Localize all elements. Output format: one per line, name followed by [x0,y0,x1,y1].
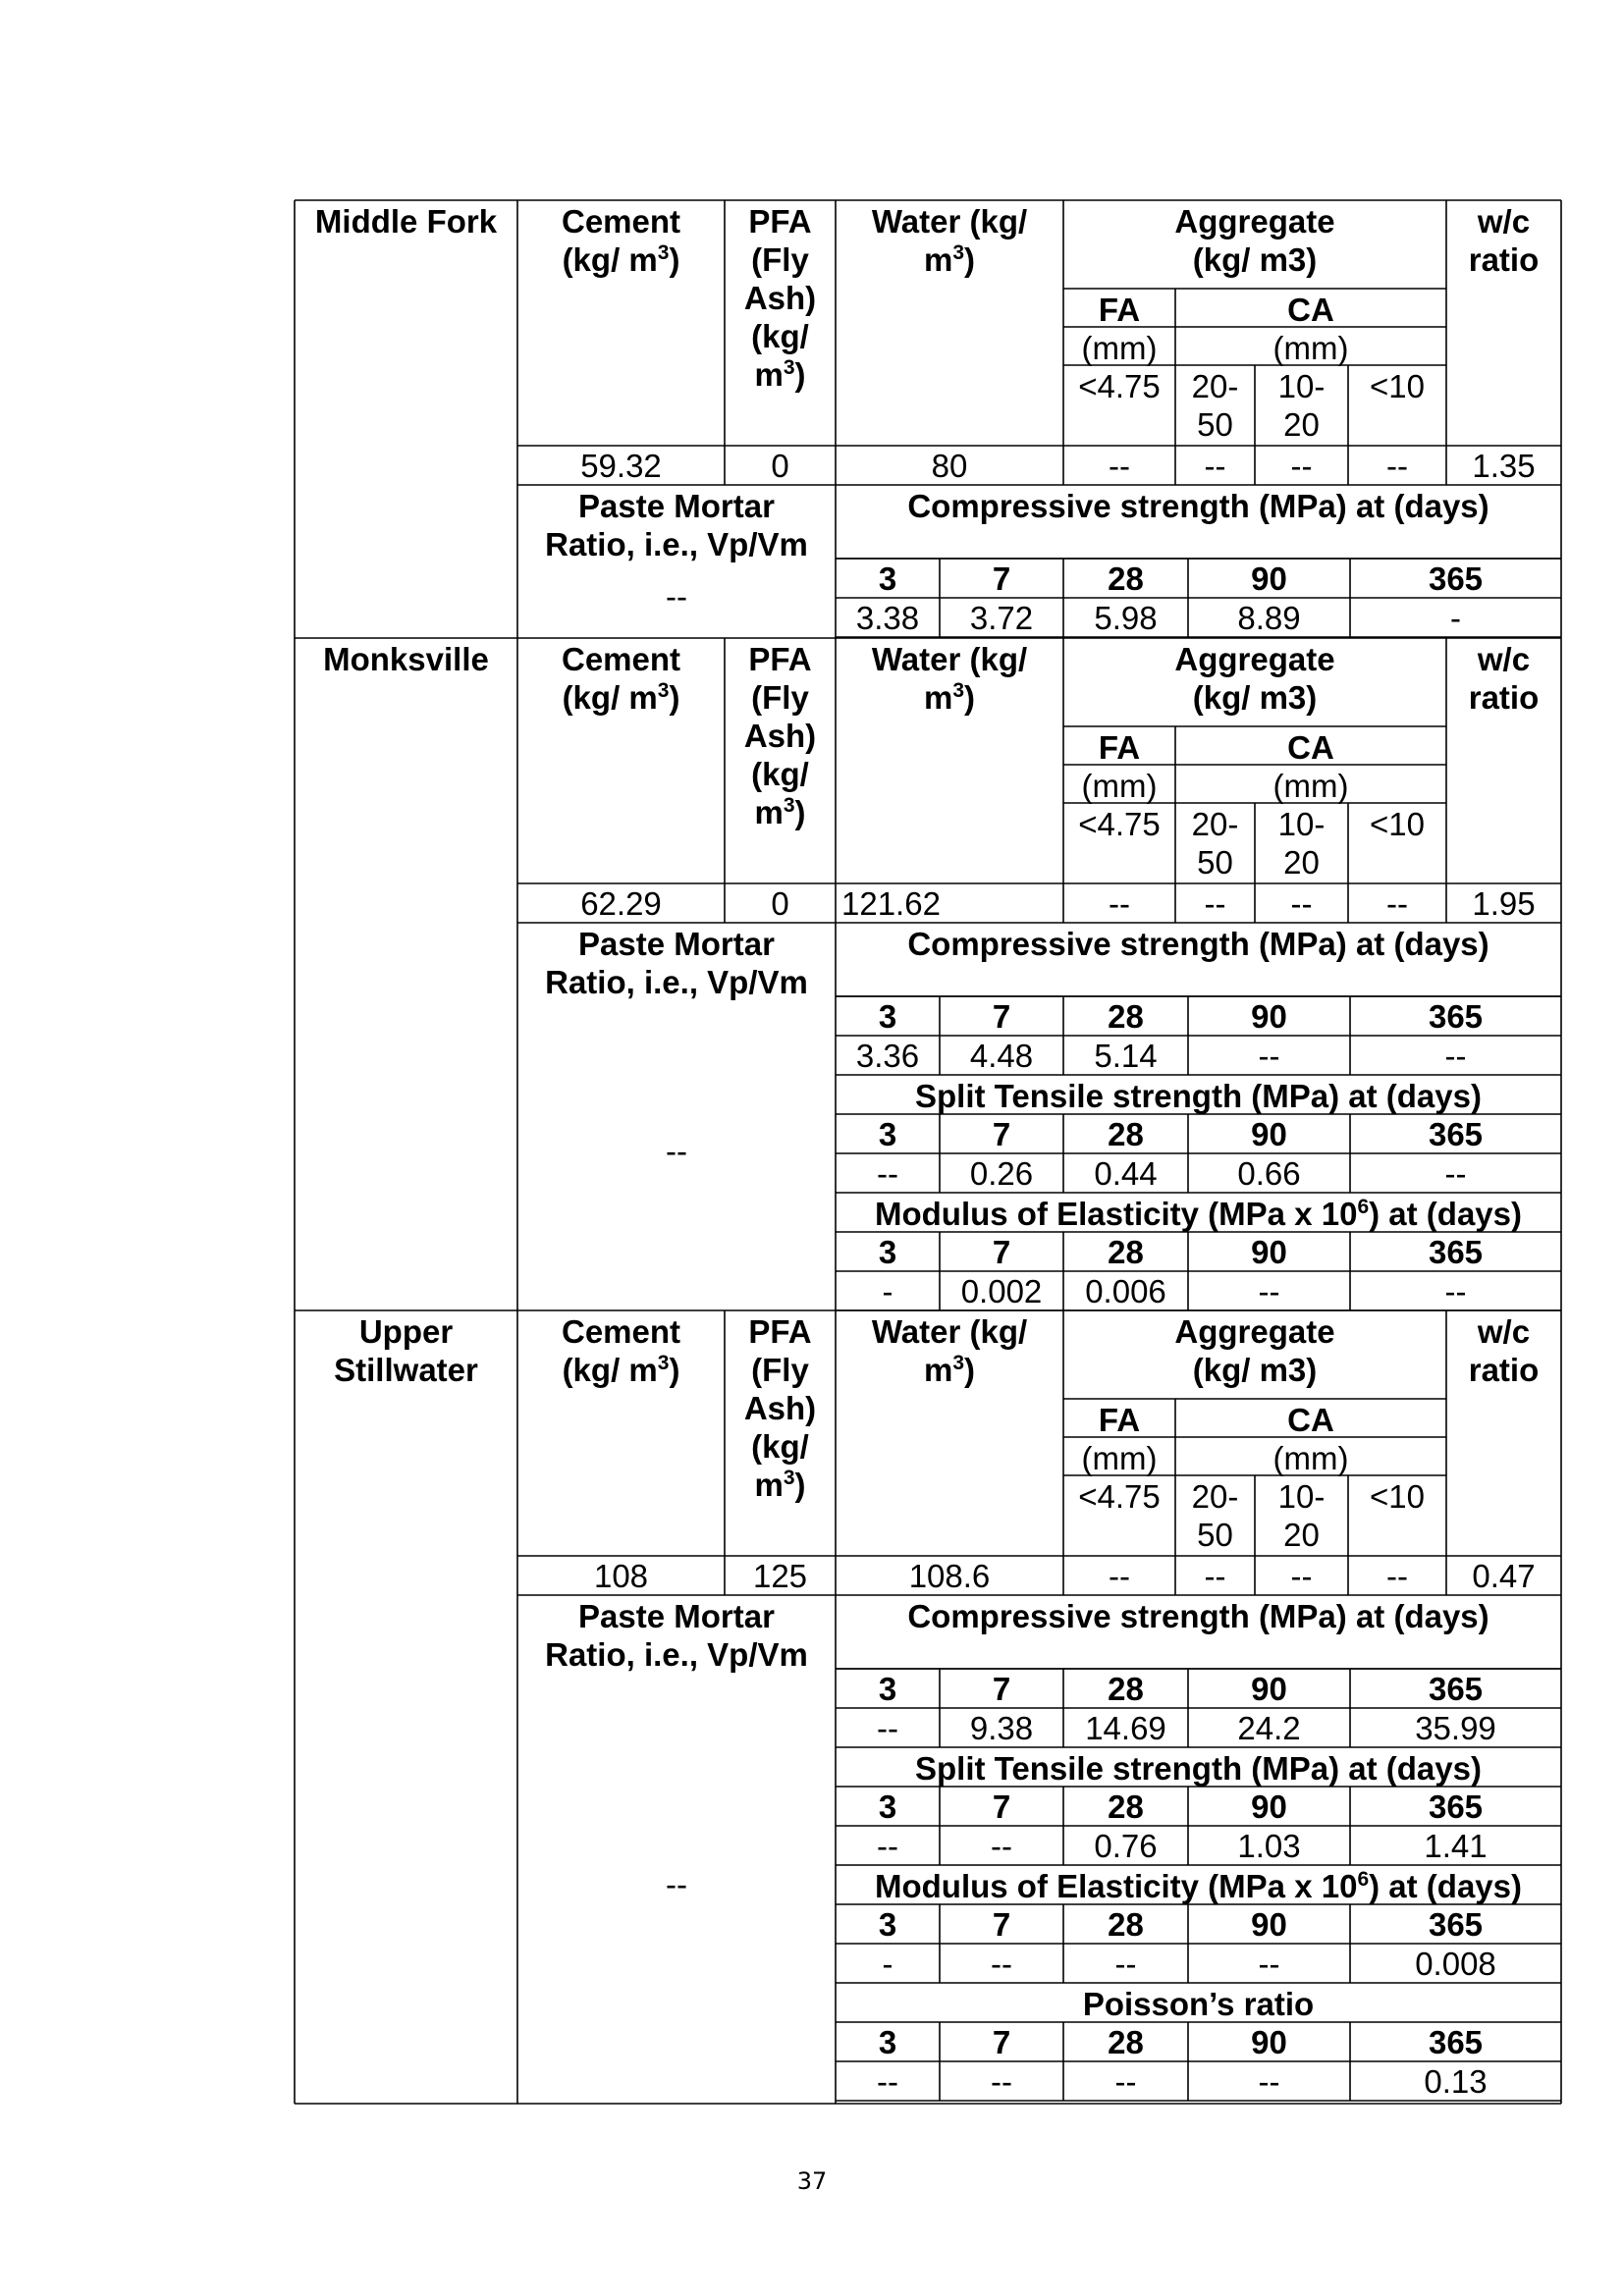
pfa-value: 0 [771,448,789,484]
test-day-90: 90 [1251,1671,1287,1707]
test-day-365: 365 [1428,561,1484,597]
cement-header-line [523,678,719,717]
test-value-day-7: 3.72 [969,600,1034,636]
ca-size-20-50-line: 20- [1191,1478,1239,1515]
fa-header: FA [1098,1402,1141,1438]
ca-value: -- [1204,885,1226,922]
water-value: 108.6 [908,1558,991,1594]
test-day-7: 7 [992,561,1011,597]
paste-mortar-ratio-label-line: Paste Mortar [578,926,775,962]
paste-mortar-ratio-value: -- [666,1865,687,1902]
test-title-superscript: 6 [1357,1196,1370,1218]
test-value-day-3: -- [877,1828,898,1864]
test-value-day-7: 0.26 [969,1155,1034,1192]
ca-size-10-20-line: 10- [1277,1478,1326,1515]
test-value-day-7: -- [991,2063,1012,2100]
test-day-365: 365 [1428,2024,1484,2060]
test-day-7: 7 [992,1116,1011,1152]
test-value-day-7: 9.38 [969,1710,1034,1746]
test-day-28: 28 [1108,1234,1144,1270]
pfa-header [725,1312,836,1504]
ca-size-10: <10 [1370,368,1425,404]
paste-mortar-ratio-label [517,487,836,563]
ca-unit: (mm) [1272,768,1349,804]
ca-header: CA [1287,1402,1334,1438]
test-day-3: 3 [878,1906,897,1943]
water-header-text: ) [964,679,976,716]
cement-header-line: Cement [561,1313,681,1350]
test-day-28: 28 [1108,1789,1144,1825]
test-value-day-365: 1.41 [1424,1828,1488,1864]
ca-value: -- [1386,1558,1408,1594]
ca-value: -- [1386,448,1408,484]
test-value-day-90: -- [1258,1273,1280,1309]
ca-size-20-50 [1175,367,1255,444]
ca-size-10-20-line: 20 [1283,1517,1320,1553]
pfa-value: 125 [752,1558,808,1594]
test-title-text: ) at (days) [1369,1868,1522,1904]
aggregate-header-line: (kg/ m3) [1192,241,1318,278]
water-header [836,202,1063,279]
wc-ratio-header-line: ratio [1468,679,1540,716]
test-day-28: 28 [1108,1116,1144,1152]
fa-size: <4.75 [1078,368,1161,404]
cement-header-text: ) [669,679,680,716]
test-title [836,1195,1561,1233]
cement-value: 62.29 [580,885,662,922]
test-value-day-3: - [882,1946,893,1982]
fa-value: -- [1109,885,1130,922]
ca-value: -- [1204,1558,1226,1594]
paste-mortar-ratio-label [517,925,836,1001]
cement-header-line: Cement [561,203,681,240]
test-day-3: 3 [878,1234,897,1270]
cement-header [517,640,725,717]
fa-unit: (mm) [1081,330,1158,366]
pfa-header-superscript: 3 [783,794,795,817]
test-day-90: 90 [1251,561,1287,597]
ca-value: -- [1204,448,1226,484]
ca-size-20-50-line: 20- [1191,368,1239,404]
test-title [836,1867,1561,1905]
water-value: 80 [931,448,968,484]
pfa-header-line: (kg/ [751,318,809,354]
pfa-header-line: Ash) [743,718,817,754]
page-number: 37 [796,2167,828,2195]
test-day-28: 28 [1108,2024,1144,2060]
test-value-day-28: 5.14 [1094,1038,1158,1074]
test-value-day-3: 3.38 [855,600,920,636]
pfa-header-line: (Fly [751,1352,809,1388]
wc-ratio-header [1446,640,1561,717]
test-value-day-28: 0.006 [1085,1273,1166,1309]
test-title-superscript: 6 [1357,1868,1370,1891]
test-day-3: 3 [878,998,897,1035]
test-day-90: 90 [1251,998,1287,1035]
test-day-90: 90 [1251,1116,1287,1152]
test-day-7: 7 [992,1234,1011,1270]
dam-name-line: Stillwater [334,1352,478,1388]
pfa-header [725,640,836,831]
test-value-day-90: -- [1258,2063,1280,2100]
test-value-day-28: -- [1114,2063,1137,2100]
pfa-header [725,202,836,394]
cement-header-line: Cement [561,641,681,677]
pfa-header-line [731,1466,830,1504]
dam-name-line: Monksville [323,641,489,677]
test-value-day-3: -- [877,1710,898,1746]
test-day-3: 3 [878,561,897,597]
paste-mortar-ratio-label-line: Ratio, i.e., Vp/Vm [545,964,808,1000]
cement-header-text: ) [669,1352,680,1388]
test-day-90: 90 [1251,1234,1287,1270]
test-day-28: 28 [1108,1671,1144,1707]
wc-ratio-value: 1.95 [1472,885,1536,922]
water-header-line: Water (kg/ [871,641,1028,677]
water-header-line [841,240,1057,279]
ca-value: -- [1290,885,1313,922]
test-day-28: 28 [1108,561,1144,597]
test-value-day-90: -- [1258,1946,1280,1982]
pfa-header-superscript: 3 [783,1467,795,1489]
fa-header: FA [1098,729,1141,766]
water-header-superscript: 3 [952,679,965,702]
ca-header: CA [1287,292,1334,328]
cement-header-line [523,1351,719,1389]
ca-size-10-20 [1255,1477,1348,1554]
cement-header-superscript: 3 [657,679,670,702]
dam-name [295,202,517,240]
test-title: Poisson’s ratio [1082,1986,1315,2022]
pfa-header-superscript: 3 [783,356,795,379]
paste-mortar-ratio-label-line: Paste Mortar [578,488,775,524]
ca-unit: (mm) [1272,330,1349,366]
wc-ratio-value: 0.47 [1472,1558,1536,1594]
water-header-text: ) [964,241,976,278]
test-value-day-3: -- [877,2063,898,2100]
test-title-text: Modulus of Elasticity (MPa x 10 [874,1868,1358,1904]
dam-name [295,640,517,678]
cement-header-text: (kg/ m [562,1352,658,1388]
test-day-7: 7 [992,998,1011,1035]
aggregate-header-line: Aggregate [1174,1313,1335,1350]
ca-size-20-50 [1175,1477,1255,1554]
test-value-day-7: 4.48 [969,1038,1034,1074]
test-title: Compressive strength (MPa) at (days) [907,488,1489,524]
test-day-3: 3 [878,1789,897,1825]
water-header-text: m [923,241,953,278]
test-day-90: 90 [1251,1906,1287,1943]
paste-mortar-ratio-label-line: Ratio, i.e., Vp/Vm [545,526,808,562]
test-day-3: 3 [878,1671,897,1707]
pfa-header-line: Ash) [743,1390,817,1426]
ca-value: -- [1290,1558,1313,1594]
cement-header-text: (kg/ m [562,679,658,716]
test-day-365: 365 [1428,998,1484,1035]
fa-unit: (mm) [1081,1440,1158,1476]
pfa-header-line: PFA [748,641,812,677]
water-header-line: Water (kg/ [871,203,1028,240]
ca-size-10-20 [1255,367,1348,444]
wc-ratio-header-line: ratio [1468,1352,1540,1388]
test-day-365: 365 [1428,1234,1484,1270]
paste-mortar-ratio-label-line: Ratio, i.e., Vp/Vm [545,1636,808,1673]
pfa-header-line [731,793,830,831]
paste-mortar-ratio-value: -- [666,577,687,614]
ca-size-10-20-line: 20 [1283,406,1320,443]
ca-size-10: <10 [1370,806,1425,842]
cement-value: 108 [593,1558,649,1594]
test-day-28: 28 [1108,1906,1144,1943]
test-value-day-90: 8.89 [1237,600,1301,636]
ca-header: CA [1287,729,1334,766]
pfa-header-text: ) [794,1467,806,1503]
cement-header [517,1312,725,1389]
fa-value: -- [1109,448,1130,484]
test-value-day-365: 35.99 [1415,1710,1496,1746]
fa-size: <4.75 [1078,806,1161,842]
wc-ratio-header-line: w/c [1477,1313,1531,1350]
pfa-header-text: ) [794,356,806,393]
test-value-day-3: - [882,1273,893,1309]
wc-ratio-header-line: w/c [1477,203,1531,240]
test-day-365: 365 [1428,1906,1484,1943]
wc-ratio-header-line: ratio [1468,241,1540,278]
test-day-90: 90 [1251,2024,1287,2060]
test-value-day-365: -- [1444,1273,1467,1309]
pfa-header-line: (kg/ [751,1428,809,1465]
fa-value: -- [1109,1558,1130,1594]
test-value-day-28: 5.98 [1094,600,1158,636]
test-value-day-28: -- [1114,1946,1137,1982]
aggregate-header-line: (kg/ m3) [1192,679,1318,716]
pfa-header-line: (kg/ [751,756,809,792]
cement-header-superscript: 3 [657,241,670,264]
ca-value: -- [1386,885,1408,922]
test-day-7: 7 [992,1789,1011,1825]
water-header-line: Water (kg/ [871,1313,1028,1350]
paste-mortar-ratio-label-line: Paste Mortar [578,1598,775,1634]
test-title: Split Tensile strength (MPa) at (days) [915,1750,1482,1787]
pfa-header-text: m [754,794,784,830]
ca-size-20-50-line: 50 [1197,844,1233,881]
wc-ratio-header [1446,202,1561,279]
ca-size-10: <10 [1370,1478,1425,1515]
pfa-header-line: (Fly [751,679,809,716]
pfa-header-text: m [754,1467,784,1503]
dam-name-line: Middle Fork [314,203,498,240]
test-day-3: 3 [878,2024,897,2060]
water-header [836,640,1063,717]
cement-value: 59.32 [580,448,662,484]
paste-mortar-ratio-label [517,1597,836,1674]
ca-size-10-20-line: 10- [1277,806,1326,842]
wc-ratio-value: 1.35 [1472,448,1536,484]
dam-name [295,1312,517,1389]
water-value: 121.62 [841,885,941,922]
test-value-day-28: 14.69 [1085,1710,1166,1746]
aggregate-header [1063,640,1446,717]
test-day-28: 28 [1108,998,1144,1035]
test-day-7: 7 [992,1671,1011,1707]
test-value-day-28: 0.44 [1094,1155,1158,1192]
paste-mortar-ratio-value: -- [666,1133,687,1169]
test-title: Split Tensile strength (MPa) at (days) [915,1078,1482,1114]
aggregate-header-line: Aggregate [1174,203,1335,240]
cement-header [517,202,725,279]
test-value-day-7: 0.002 [960,1273,1043,1309]
ca-size-20-50-line: 20- [1191,806,1239,842]
cement-header-line [523,240,719,279]
fa-unit: (mm) [1081,768,1158,804]
cement-header-text: (kg/ m [562,241,658,278]
test-value-day-3: -- [877,1155,898,1192]
water-header-text: m [923,679,953,716]
pfa-header-line: PFA [748,1313,812,1350]
pfa-header-text: ) [794,794,806,830]
test-day-365: 365 [1428,1671,1484,1707]
wc-ratio-header-line: w/c [1477,641,1531,677]
test-value-day-365: - [1450,600,1461,636]
test-value-day-90: 0.66 [1237,1155,1301,1192]
pfa-header-line: PFA [748,203,812,240]
test-day-365: 365 [1428,1789,1484,1825]
ca-size-20-50-line: 50 [1197,406,1233,443]
ca-size-10-20-line: 20 [1283,844,1320,881]
cement-header-superscript: 3 [657,1352,670,1374]
ca-value: -- [1290,448,1313,484]
ca-unit: (mm) [1272,1440,1349,1476]
pfa-header-text: m [754,356,784,393]
test-value-day-365: -- [1444,1155,1467,1192]
fa-header: FA [1098,292,1141,328]
test-day-365: 365 [1428,1116,1484,1152]
test-value-day-90: 24.2 [1237,1710,1301,1746]
water-header-line [841,678,1057,717]
cement-header-text: ) [669,241,680,278]
ca-size-20-50-line: 50 [1197,1517,1233,1553]
ca-size-10-20-line: 10- [1277,368,1326,404]
water-header-text: ) [964,1352,976,1388]
pfa-header-line [731,355,830,394]
wc-ratio-header [1446,1312,1561,1389]
test-value-day-7: -- [991,1828,1012,1864]
test-day-3: 3 [878,1116,897,1152]
water-header-line [841,1351,1057,1389]
aggregate-header [1063,202,1446,279]
test-title: Compressive strength (MPa) at (days) [907,1598,1489,1634]
test-day-7: 7 [992,2024,1011,2060]
test-value-day-28: 0.76 [1094,1828,1158,1864]
water-header-superscript: 3 [952,1352,965,1374]
test-title-text: ) at (days) [1369,1196,1522,1232]
ca-size-20-50 [1175,805,1255,881]
test-value-day-90: 1.03 [1237,1828,1301,1864]
pfa-header-line: Ash) [743,280,817,316]
test-title: Compressive strength (MPa) at (days) [907,926,1489,962]
test-value-day-3: 3.36 [855,1038,920,1074]
test-value-day-90: -- [1258,1038,1280,1074]
test-day-90: 90 [1251,1789,1287,1825]
test-value-day-365: 0.13 [1424,2063,1488,2100]
aggregate-header-line: Aggregate [1174,641,1335,677]
water-header-superscript: 3 [952,241,965,264]
test-value-day-365: 0.008 [1415,1946,1496,1982]
pfa-value: 0 [771,885,789,922]
test-value-day-365: -- [1444,1038,1467,1074]
ca-size-10-20 [1255,805,1348,881]
aggregate-header-line: (kg/ m3) [1192,1352,1318,1388]
test-value-day-7: -- [991,1946,1012,1982]
pfa-header-line: (Fly [751,241,809,278]
test-day-7: 7 [992,1906,1011,1943]
dam-name-line: Upper [358,1313,454,1350]
fa-size: <4.75 [1078,1478,1161,1515]
water-header [836,1312,1063,1389]
water-header-text: m [923,1352,953,1388]
aggregate-header [1063,1312,1446,1389]
test-title-text: Modulus of Elasticity (MPa x 10 [874,1196,1358,1232]
